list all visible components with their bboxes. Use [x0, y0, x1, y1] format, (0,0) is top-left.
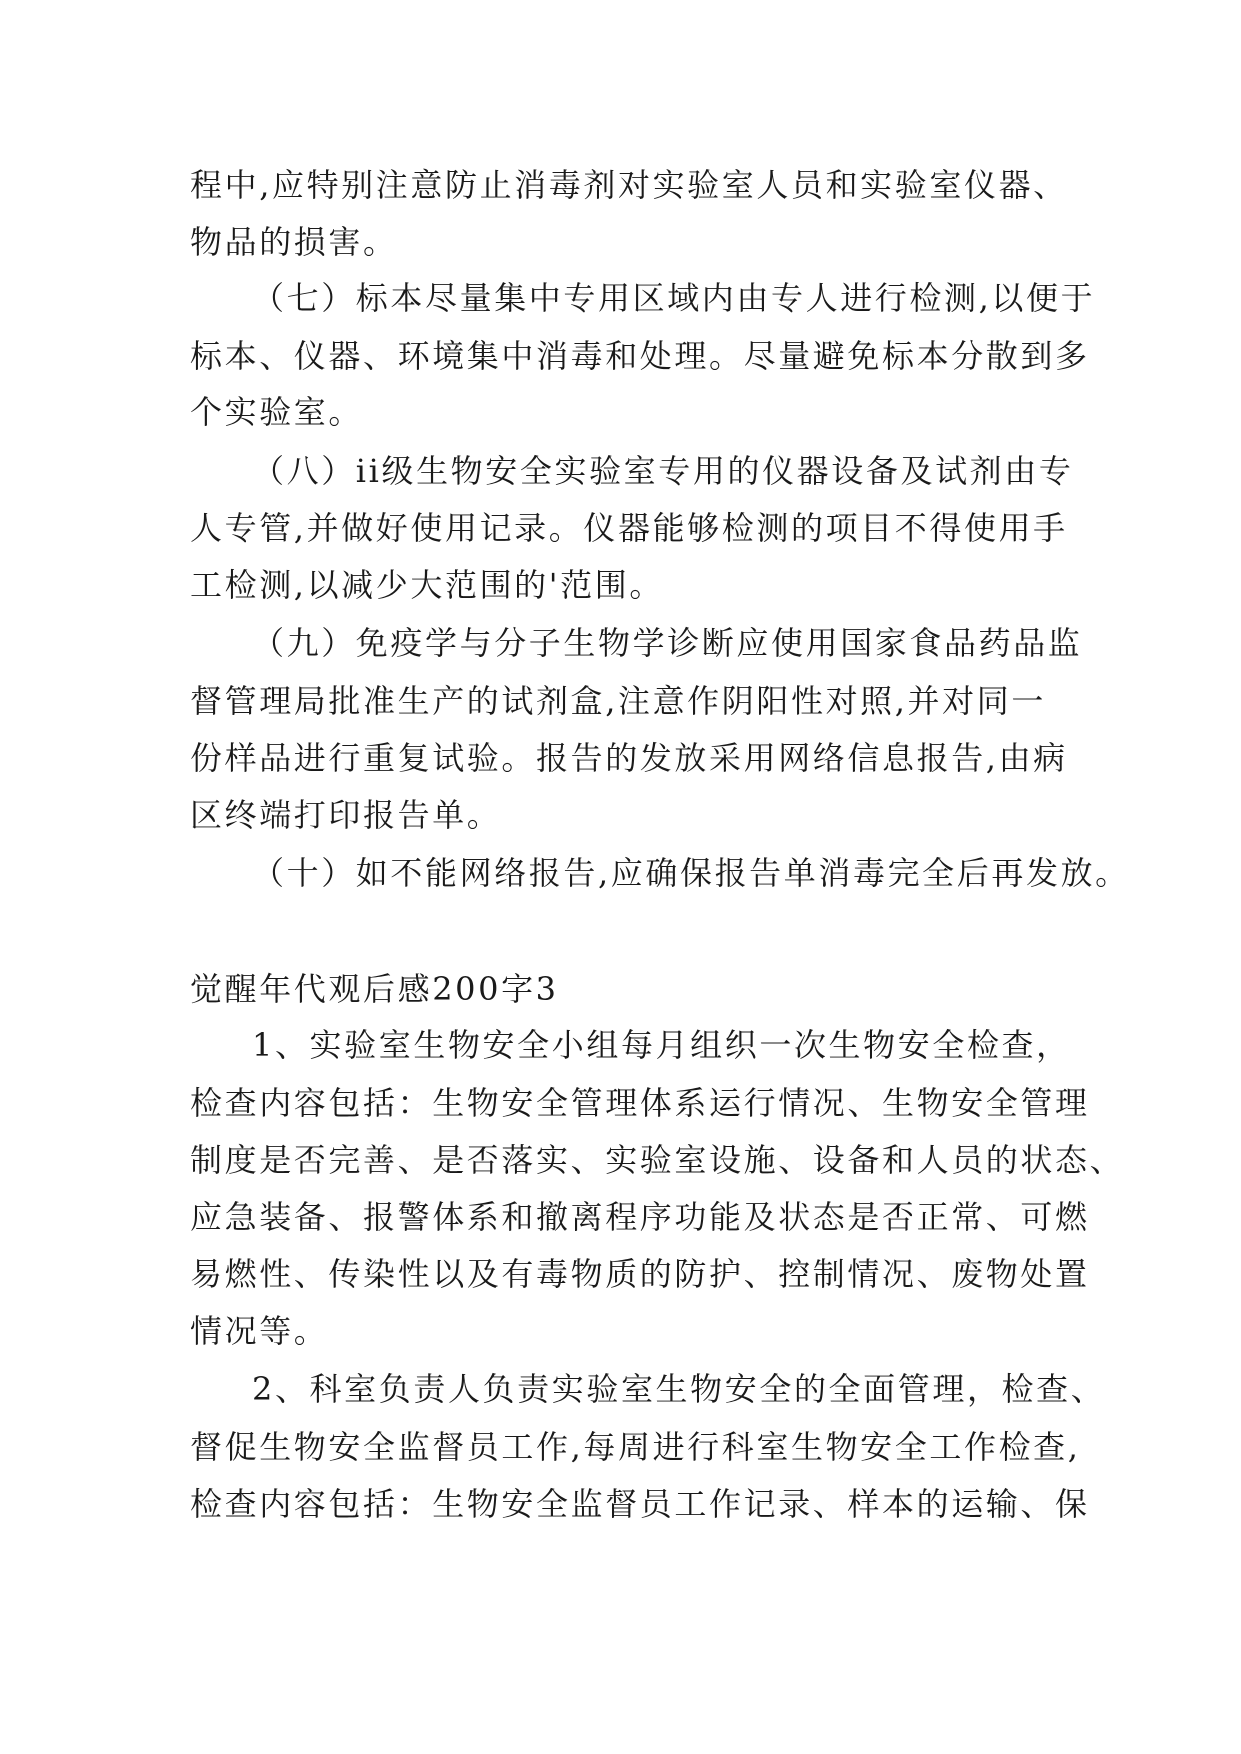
- body-text-line: 标本、仪器、环境集中消毒和处理。尽量避免标本分散到多: [190, 337, 1090, 375]
- paragraph-9-line: （九）免疫学与分子生物学诊断应使用国家食品药品监: [252, 624, 1083, 662]
- section-heading: 觉醒年代观后感200字3: [190, 970, 559, 1008]
- body-text-line: 督促生物安全监督员工作,每周进行科室生物安全工作检查,: [190, 1428, 1081, 1466]
- body-text-line: 份样品进行重复试验。报告的发放采用网络信息报告,由病: [190, 739, 1068, 777]
- body-text-line: 情况等。: [190, 1312, 329, 1350]
- paragraph-1-line: 1、实验室生物安全小组每月组织一次生物安全检查，: [252, 1026, 1071, 1064]
- body-text-line: 物品的损害。: [190, 223, 398, 261]
- paragraph-7-line: （七）标本尽量集中专用区域内由专人进行检测,以便于: [252, 279, 1096, 317]
- body-text-line: 个实验室。: [190, 393, 364, 431]
- paragraph-8-line: （八）ii级生物安全实验室专用的仪器设备及试剂由专: [252, 452, 1074, 490]
- body-text-line: 检查内容包括：生物安全管理体系运行情况、生物安全管理: [190, 1084, 1090, 1122]
- body-text-line: 工检测,以减少大范围的'范围。: [190, 566, 664, 604]
- paragraph-2-line: 2、科室负责人负责实验室生物安全的全面管理，检查、: [252, 1370, 1106, 1408]
- paragraph-10-line: （十）如不能网络报告,应确保报告单消毒完全后再发放。: [252, 854, 1130, 892]
- body-text-line: 应急装备、报警体系和撤离程序功能及状态是否正常、可燃: [190, 1198, 1090, 1236]
- body-text-line: 人专管,并做好使用记录。仪器能够检测的项目不得使用手: [190, 509, 1068, 547]
- body-text-line: 程中,应特别注意防止消毒剂对实验室人员和实验室仪器、: [190, 166, 1068, 204]
- body-text-line: 制度是否完善、是否落实、实验室设施、设备和人员的状态、: [190, 1141, 1125, 1179]
- body-text-line: 易燃性、传染性以及有毒物质的防护、控制情况、废物处置: [190, 1255, 1090, 1293]
- body-text-line: 检查内容包括：生物安全监督员工作记录、样本的运输、保: [190, 1485, 1090, 1523]
- body-text-line: 区终端打印报告单。: [190, 796, 502, 834]
- body-text-line: 督管理局批准生产的试剂盒,注意作阴阳性对照,并对同一: [190, 682, 1046, 720]
